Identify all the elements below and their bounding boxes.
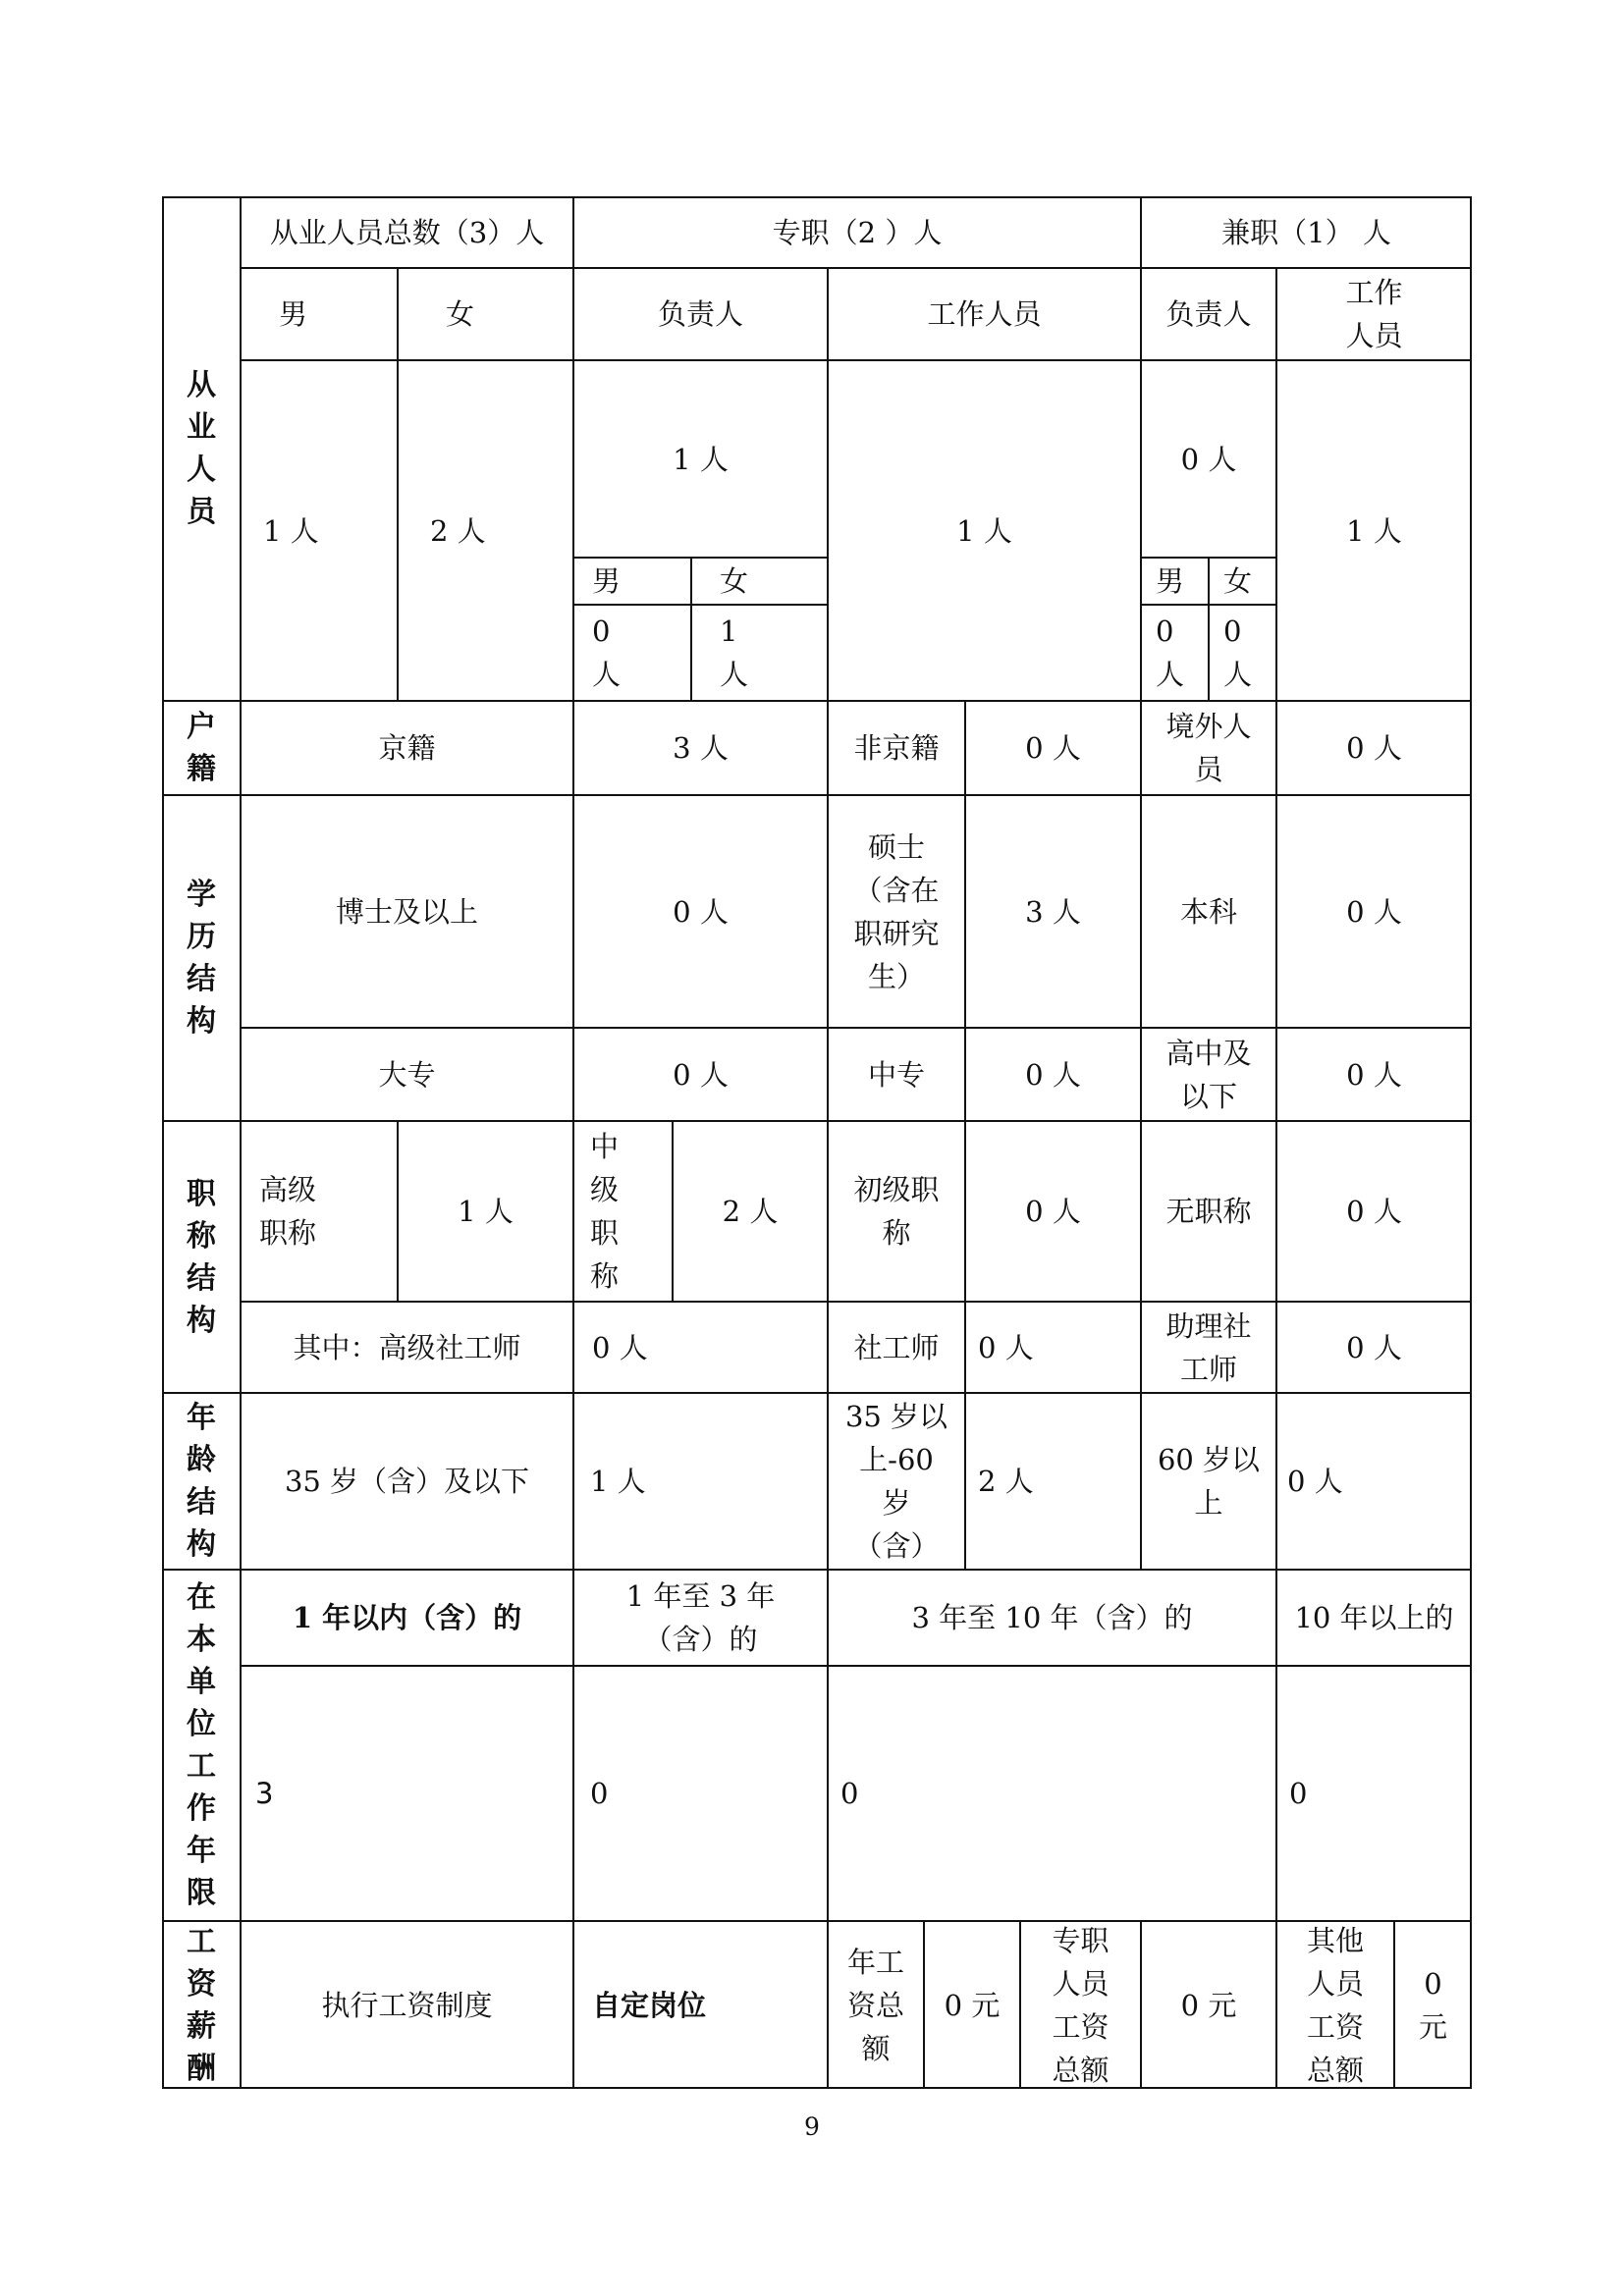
tenure-3to10-label: 3 年至 10 年（含）的	[828, 1570, 1276, 1666]
tenure-within1-label: 1 年以内（含）的	[241, 1570, 573, 1666]
male-header: 男	[241, 268, 398, 360]
age-mid-label: 35 岁以 上-60 岁 （含）	[828, 1393, 965, 1570]
ft-leader-female-label: 女	[691, 558, 828, 605]
pt-leader-count: 0 人	[1141, 360, 1276, 558]
parttime-label: 兼职（1） 人	[1141, 196, 1472, 268]
master-value: 3 人	[965, 795, 1141, 1028]
staff-total-label: 从业人员总数（3）人	[241, 196, 573, 268]
tenure-within1-value: 3	[241, 1666, 573, 1921]
assistant-sw-label: 助理社 工师	[1141, 1302, 1276, 1393]
middle-title-label: 中 级 职 称	[573, 1121, 673, 1302]
senior-sw-value: 0 人	[573, 1302, 828, 1393]
pt-worker-header: 工作 人员	[1276, 268, 1472, 360]
pt-leader-female-label: 女	[1209, 558, 1276, 605]
secondary-value: 0 人	[965, 1028, 1141, 1121]
senior-title-value: 1 人	[398, 1121, 573, 1302]
section-tenure: 在 本 单 位 工 作 年 限	[162, 1570, 241, 1921]
tenure-3to10-value: 0	[828, 1666, 1276, 1921]
beijing-label: 京籍	[241, 701, 573, 795]
age-over60-label: 60 岁以 上	[1141, 1393, 1276, 1570]
overseas-label: 境外人 员	[1141, 701, 1276, 795]
section-age: 年 龄 结 构	[162, 1393, 241, 1570]
senior-title-label: 高级 职称	[241, 1121, 398, 1302]
ft-leader-male-count: 0 人	[573, 605, 691, 701]
tenure-1to3-value: 0	[573, 1666, 828, 1921]
page-number: 9	[804, 2112, 820, 2141]
nonbeijing-label: 非京籍	[828, 701, 965, 795]
section-title: 职 称 结 构	[162, 1121, 241, 1393]
college-value: 0 人	[573, 1028, 828, 1121]
beijing-value: 3 人	[573, 701, 828, 795]
middle-title-value: 2 人	[673, 1121, 828, 1302]
pt-leader-header: 负责人	[1141, 268, 1276, 360]
junior-title-value: 0 人	[965, 1121, 1141, 1302]
section-education: 学 历 结 构	[162, 795, 241, 1121]
other-total-value: 0 元	[1394, 1921, 1472, 2089]
salary-system-label: 执行工资制度	[241, 1921, 573, 2089]
female-count: 2 人	[398, 360, 573, 701]
age-under35-label: 35 岁（含）及以下	[241, 1393, 573, 1570]
male-count: 1 人	[241, 360, 398, 701]
nonbeijing-value: 0 人	[965, 701, 1141, 795]
highschool-value: 0 人	[1276, 1028, 1472, 1121]
ft-total-value: 0 元	[1141, 1921, 1276, 2089]
pt-leader-female-count: 0 人	[1209, 605, 1276, 701]
bachelor-value: 0 人	[1276, 795, 1472, 1028]
age-under35-value: 1 人	[573, 1393, 828, 1570]
sw-label: 社工师	[828, 1302, 965, 1393]
salary-system-value: 自定岗位	[573, 1921, 828, 2089]
college-label: 大专	[241, 1028, 573, 1121]
ft-leader-count: 1 人	[573, 360, 828, 558]
pt-leader-male-label: 男	[1141, 558, 1209, 605]
doctor-value: 0 人	[573, 795, 828, 1028]
junior-title-label: 初级职 称	[828, 1121, 965, 1302]
assistant-sw-value: 0 人	[1276, 1302, 1472, 1393]
master-label: 硕士 （含在 职研究 生）	[828, 795, 965, 1028]
female-header: 女	[398, 268, 573, 360]
no-title-label: 无职称	[1141, 1121, 1276, 1302]
other-total-label: 其他 人员 工资 总额	[1276, 1921, 1394, 2089]
fulltime-label: 专职（2 ）人	[573, 196, 1141, 268]
section-staff: 从 业 人 员	[162, 196, 241, 701]
pt-leader-male-count: 0 人	[1141, 605, 1209, 701]
tenure-over10-value: 0	[1276, 1666, 1472, 1921]
no-title-value: 0 人	[1276, 1121, 1472, 1302]
ft-leader-male-label: 男	[573, 558, 691, 605]
ft-worker-count: 1 人	[828, 360, 1141, 701]
section-huji: 户 籍	[162, 701, 241, 795]
tenure-1to3-label: 1 年至 3 年 （含）的	[573, 1570, 828, 1666]
overseas-value: 0 人	[1276, 701, 1472, 795]
ft-leader-female-count: 1 人	[691, 605, 828, 701]
pt-worker-count: 1 人	[1276, 360, 1472, 701]
annual-total-value: 0 元	[924, 1921, 1020, 2089]
ft-worker-header: 工作人员	[828, 268, 1141, 360]
ft-leader-header: 负责人	[573, 268, 828, 360]
ft-total-label: 专职 人员 工资 总额	[1020, 1921, 1141, 2089]
age-mid-value: 2 人	[965, 1393, 1141, 1570]
annual-total-label: 年工 资总 额	[828, 1921, 924, 2089]
senior-sw-label: 其中：高级社工师	[241, 1302, 573, 1393]
section-salary: 工 资 薪 酬	[162, 1921, 241, 2089]
bachelor-label: 本科	[1141, 795, 1276, 1028]
age-over60-value: 0 人	[1276, 1393, 1472, 1570]
tenure-over10-label: 10 年以上的	[1276, 1570, 1472, 1666]
doctor-label: 博士及以上	[241, 795, 573, 1028]
highschool-label: 高中及 以下	[1141, 1028, 1276, 1121]
secondary-label: 中专	[828, 1028, 965, 1121]
sw-value: 0 人	[965, 1302, 1141, 1393]
